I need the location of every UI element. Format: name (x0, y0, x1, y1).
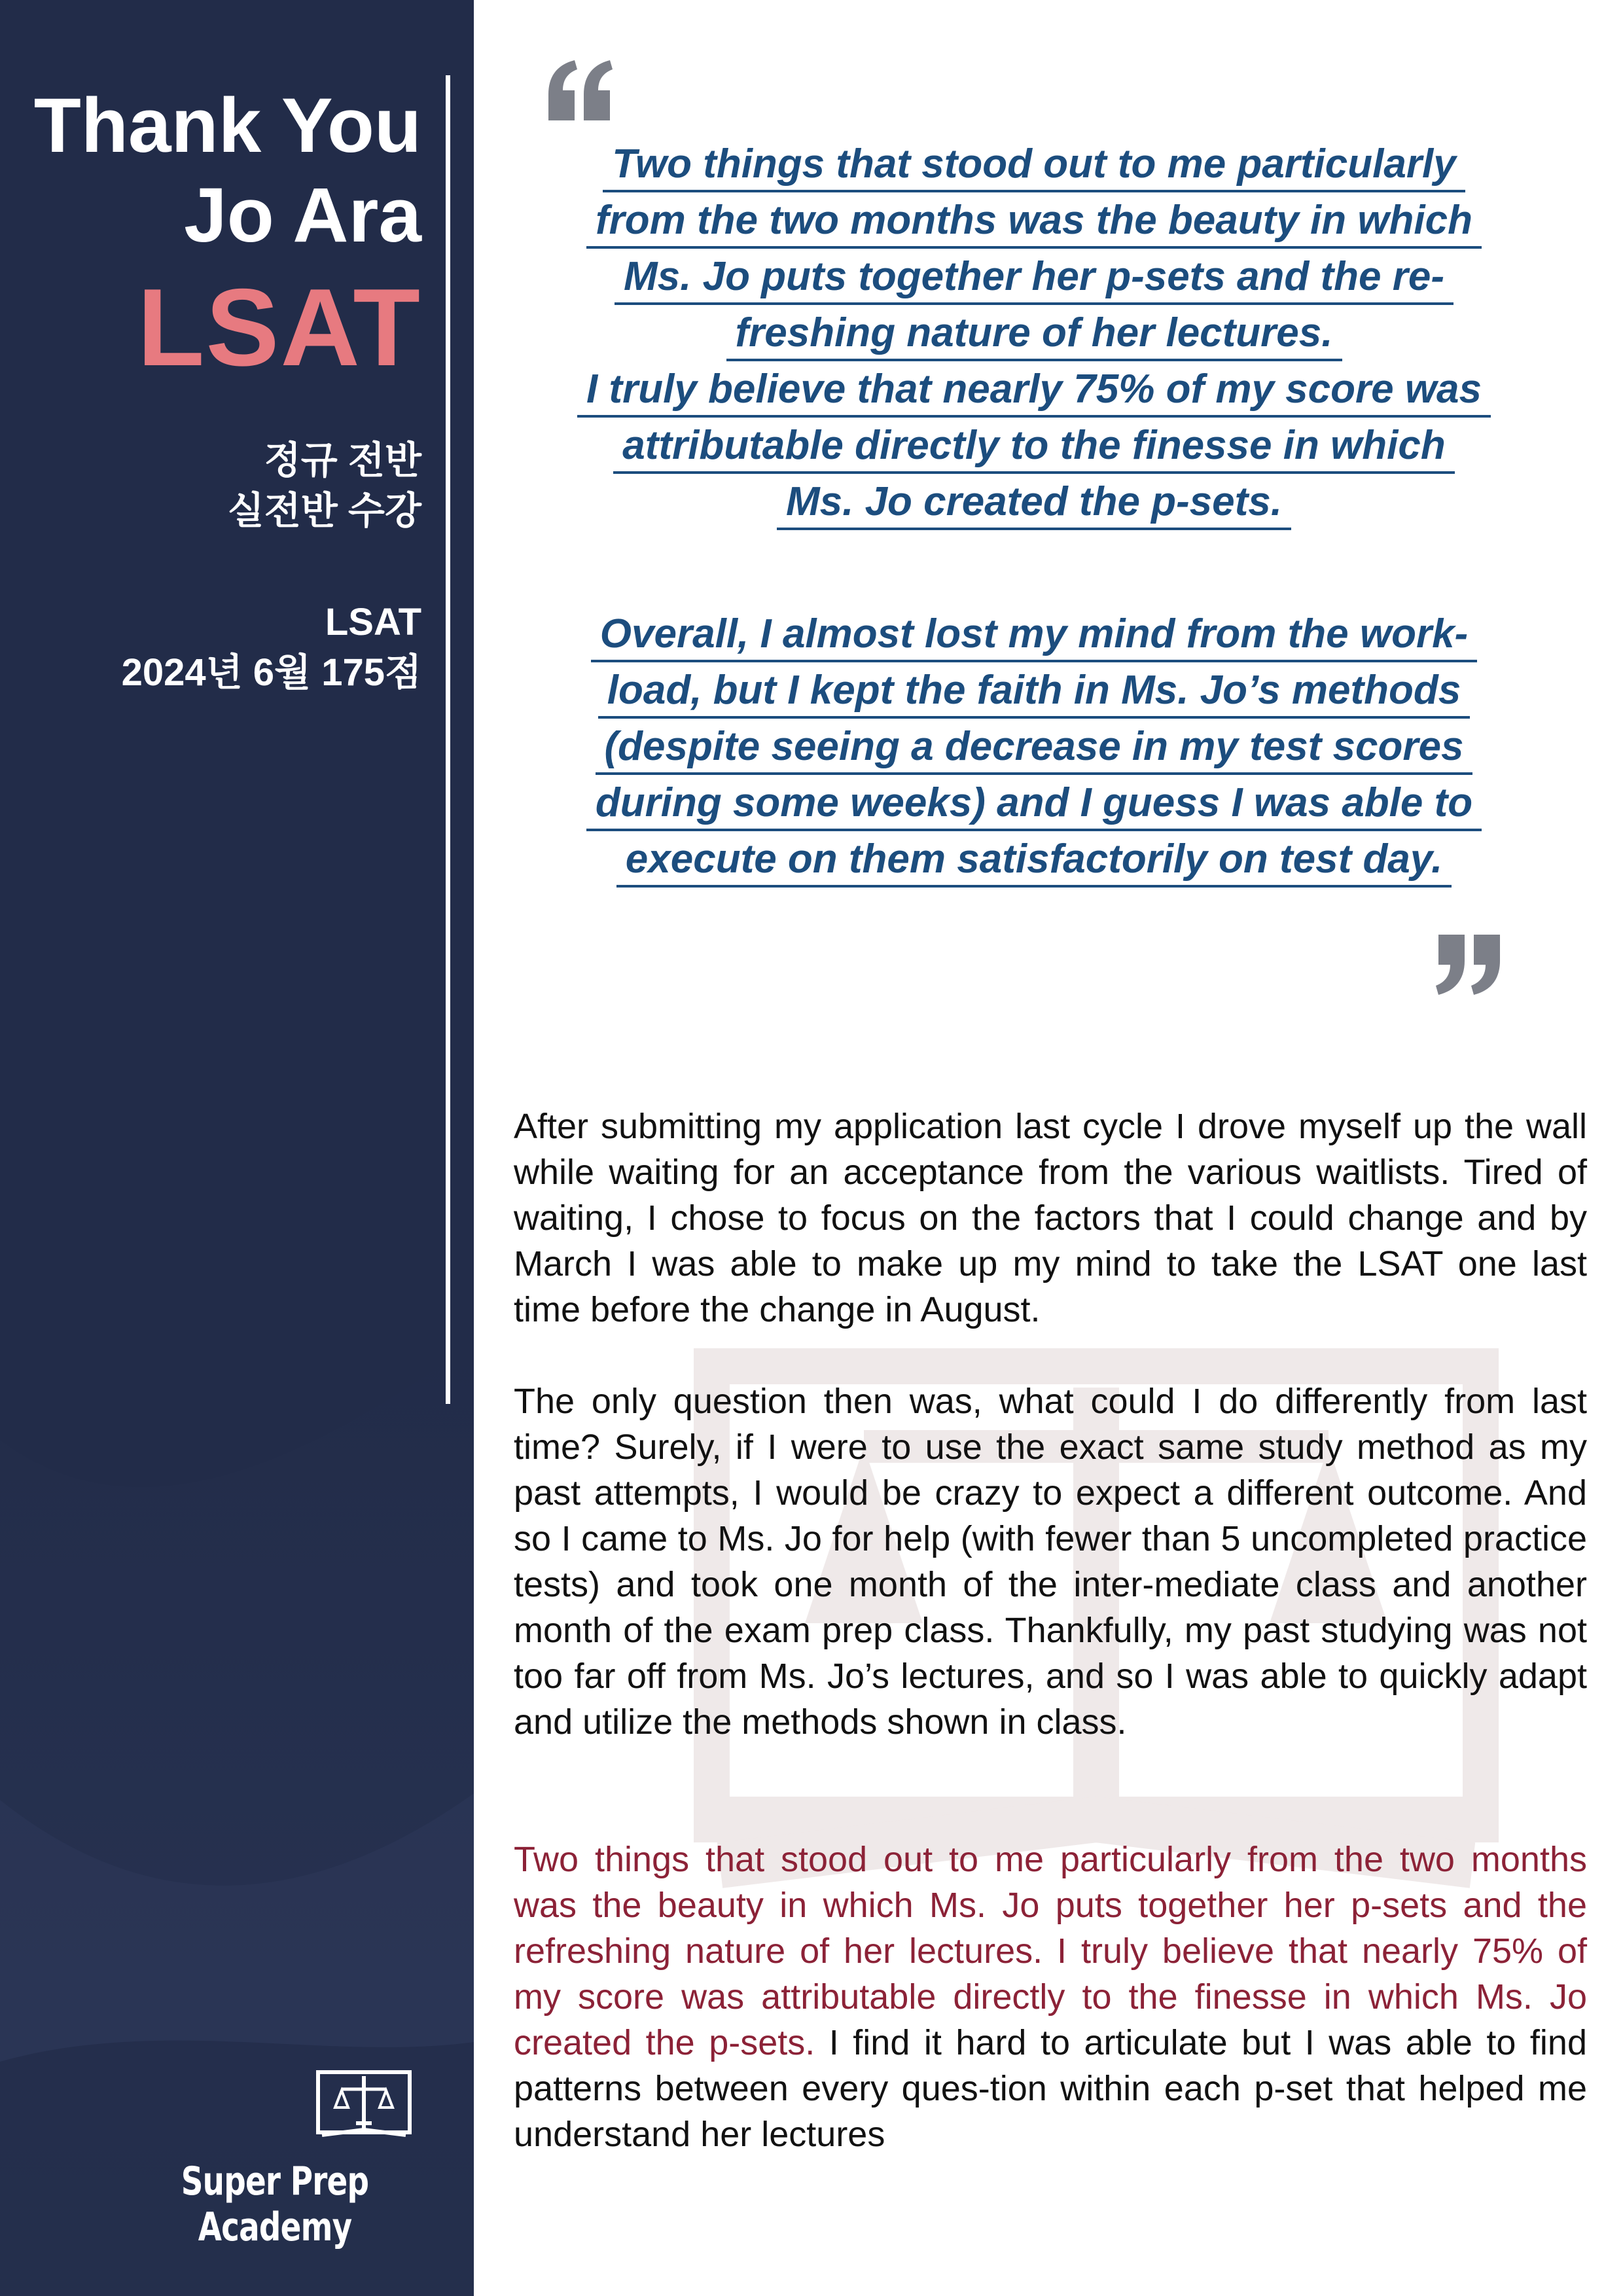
sidebar (0, 0, 474, 2296)
quote-line: from the two months was the beauty in which (586, 192, 1482, 249)
body-paragraph-1: After submitting my application last cycle I drove myself up the wall while waiting for an acceptance from the various waitlists. Tired of waiting, I chose to focus on the factors that I could change and by March I was able to make up my mind to take the LSAT one last time before the change in August. (514, 1107, 1587, 1329)
book-scales-logo-icon (315, 2070, 412, 2147)
quote-line: during some weeks) and I guess I was able to (586, 775, 1482, 831)
course-line-2: 실전반 수강 (227, 490, 421, 532)
quote-line: Ms. Jo puts together her p-sets and the re- (615, 249, 1454, 305)
quote-line: freshing nature of her lectures. (726, 305, 1342, 361)
quote-line: execute on them satisfactorily on test day. (616, 831, 1452, 888)
student-name: Jo Ara (184, 172, 421, 259)
sidebar-vertical-rule (446, 75, 450, 1404)
open-quote-icon (543, 60, 615, 126)
quote-line: I truly believe that nearly 75% of my score was (577, 361, 1491, 418)
highlighted-quote-text: Two things that stood out to me particularly from the two months was the beauty in which Ms. Jo puts together her p-sets and the refreshing nature of her lectures. I truly believe that nearly 75% of my score was attributable directly to the finesse in which Ms. Jo created the p-sets. (514, 1840, 1587, 2062)
pull-quote-paragraph-2 (537, 606, 1531, 888)
quote-line: Ms. Jo created the p-sets. (777, 474, 1291, 530)
exam-name: LSAT (325, 601, 421, 643)
subject-title: LSAT (137, 266, 421, 389)
quote-line: load, but I kept the faith in Ms. Jo’s methods (598, 662, 1470, 719)
paragraph-3-continuation: I find it hard to articulate but I was able to find patterns between every ques-tion within each p-set that helped me understand her lectures (514, 2023, 1587, 2154)
pull-quote-paragraph-1 (537, 136, 1531, 530)
quote-line: (despite seeing a decrease in my test scores (596, 719, 1473, 775)
academy-name: Super Prep Academy (181, 2159, 369, 2250)
thank-you-heading: Thank You (33, 82, 421, 169)
body-paragraph-2: The only question then was, what could I do differently from last time? Surely, if I were to use the exact same study method as my past attempts, I would be crazy to expect a different outcome. And so I came to Ms. Jo for help (with fewer than 5 uncompleted practice tests) and took one month of the inter-mediate class and another month of the exam prep class. Thankfully, my past studying was not too far off from Ms. Jo’s lectures, and so I was able to quickly adapt and utilize the methods shown in class. (514, 1382, 1587, 1742)
quote-line: Overall, I almost lost my mind from the work- (591, 606, 1477, 662)
quote-line: Two things that stood out to me particularly (603, 136, 1465, 192)
close-quote-icon (1433, 929, 1505, 995)
quote-line: attributable directly to the finesse in which (613, 418, 1454, 474)
course-line-1: 정규 전반 (264, 439, 421, 482)
exam-score: 2024년 6월 175점 (121, 651, 421, 694)
body-paragraph-3 (514, 1837, 1587, 2157)
